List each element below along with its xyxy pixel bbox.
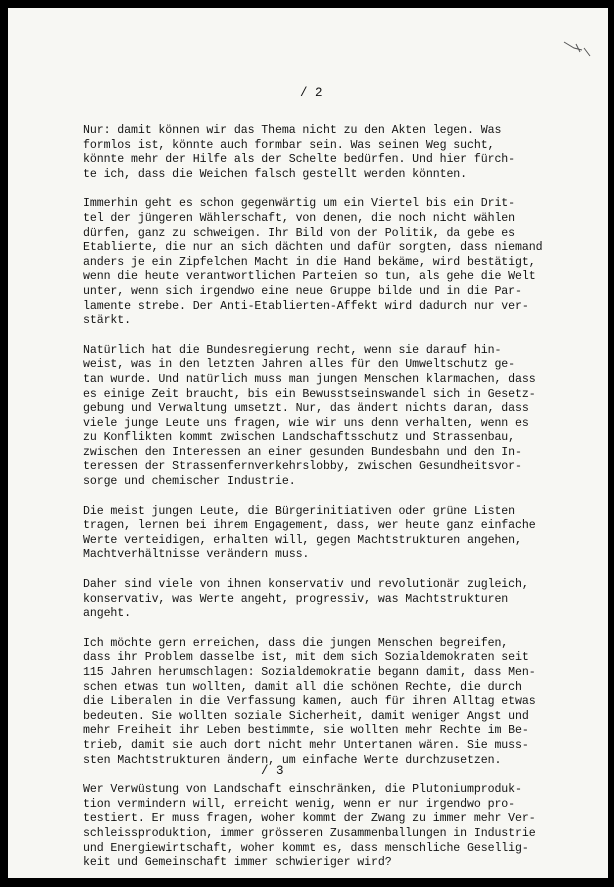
paragraph: [83, 637, 603, 768]
text-line: Etablierte, die nur an sich dächten und dafür sorgten, dass niemand: [83, 241, 543, 255]
text-line: zwischen den Interessen an einer gesunden Bundesbahn und den In-: [83, 445, 522, 459]
text-line: tion vermindern will, erreicht wenig, wenn er nur irgendwo pro-: [83, 797, 516, 811]
text-line: testiert. Er muss fragen, woher kommt der Zwang zu immer mehr Ver-: [83, 812, 536, 826]
text-line: keit und Gemeinschaft immer schwieriger wird?: [83, 856, 392, 870]
document-body: [83, 124, 603, 878]
text-line: die Liberalen in die Verfassung kamen, auch für ihren Alltag etwas: [83, 695, 536, 709]
text-line: anders je ein Zipfelchen Macht in die Hand bekäme, wird bestätigt,: [83, 255, 536, 269]
text-line: lamente strebe. Der Anti-Etablierten-Affekt wird dadurch nur ver-: [83, 299, 529, 313]
page-number-top: / 2: [300, 86, 323, 100]
text-line: sorge und chemischer Industrie.: [83, 475, 296, 489]
paragraph: [83, 197, 603, 328]
paragraph: [83, 578, 603, 622]
page-number-bottom: / 3: [261, 764, 284, 778]
text-line: bedeuten. Sie wollten soziale Sicherheit, damit weniger Angst und: [83, 709, 529, 723]
text-line: Daher sind viele von ihnen konservativ und revolutionär zugleich,: [83, 578, 529, 592]
text-line: Wer Verwüstung von Landschaft einschränken, die Plutoniumproduk-: [83, 783, 522, 797]
text-line: trieb, damit sie auch dort nicht mehr Untertanen wären. Sie muss-: [83, 738, 529, 752]
text-line: weist, was in den letzten Jahren alles für den Umweltschutz ge-: [83, 358, 516, 372]
text-line: und Energiewirtschaft, woher kommt es, dass menschliche Gesellig-: [83, 841, 529, 855]
text-line: tragen, lernen bei ihrem Engagement, dass, wer heute ganz einfache: [83, 519, 536, 533]
text-line: te ich, dass die Weichen falsch gestellt werden könnten.: [83, 167, 468, 181]
text-line: wenn die heute verantwortlichen Parteien so tun, als gehe die Welt: [83, 270, 536, 284]
text-line: viele junge Leute uns fragen, wie wir uns denn verhalten, wenn es: [83, 416, 529, 430]
text-line: Natürlich hat die Bundesregierung recht, wenn sie darauf hin-: [83, 343, 502, 357]
text-line: mehr Freiheit ihr Leben bestimmte, sie wollten mehr Rechte im Be-: [83, 724, 529, 738]
text-line: gebung und Verwaltung umsetzt. Nur, das ändert nichts daran, dass: [83, 402, 529, 416]
text-line: Immerhin geht es schon gegenwärtig um ein Viertel bis ein Drit-: [83, 197, 516, 211]
text-line: formlos ist, könnte auch formbar sein. Was seinen Weg sucht,: [83, 138, 495, 152]
text-line: tel der jüngeren Wählerschaft, von denen, die noch nicht wählen: [83, 211, 516, 225]
text-line: Ich möchte gern erreichen, dass die jungen Menschen begreifen,: [83, 636, 509, 650]
text-line: teressen der Strassenfernverkehrslobby, zwischen Gesundheitsvor-: [83, 460, 522, 474]
text-line: angeht.: [83, 607, 132, 621]
text-line: tan wurde. Und natürlich muss man jungen Menschen klarmachen, dass: [83, 372, 536, 386]
text-line: stärkt.: [83, 314, 132, 328]
text-line: dürfen, ganz zu schweigen. Ihr Bild von der Politik, da gebe es: [83, 226, 516, 240]
paragraph: [83, 124, 603, 182]
text-line: dass ihr Problem dasselbe ist, mit dem sich Sozialdemokraten seit: [83, 651, 529, 665]
text-line: zu Konflikten kommt zwischen Landschaftsschutz und Strassenbau,: [83, 431, 516, 445]
text-line: schen etwas tun wollten, damit all die schönen Rechte, die durch: [83, 680, 522, 694]
text-line: sten Machtstrukturen ändern, um einfache Werte durchzusetzen.: [83, 753, 502, 767]
text-line: könnte mehr der Hilfe als der Schelte bedürfen. Und hier fürch-: [83, 153, 516, 167]
text-line: 115 Jahren herumschlagen: Sozialdemokratie begann damit, dass Men-: [83, 666, 536, 679]
document-page: [8, 8, 608, 878]
text-line: schleissproduktion, immer grösseren Zusammenballungen in Industrie: [83, 826, 536, 840]
text-line: Die meist jungen Leute, die Bürgerinitiativen oder grüne Listen: [83, 504, 516, 518]
text-line: konservativ, was Werte angeht, progressiv, was Machtstrukturen: [83, 592, 509, 606]
paragraph: [83, 344, 603, 490]
text-line: Machtverhältnisse verändern muss.: [83, 548, 310, 562]
scan-mark-icon: [562, 38, 592, 58]
text-line: Nur: damit können wir das Thema nicht zu den Akten legen. Was: [83, 124, 502, 137]
paragraph: [83, 505, 603, 563]
text-line: Werte verteidigen, erhalten will, gegen Machtstrukturen angehen,: [83, 533, 522, 547]
text-line: unter, wenn sich irgendwo eine neue Gruppe bilde und in die Par-: [83, 284, 522, 298]
paragraph: [83, 783, 603, 871]
text-line: es einige Zeit braucht, bis ein Bewusstseinswandel sich in Gesetz-: [83, 387, 536, 401]
